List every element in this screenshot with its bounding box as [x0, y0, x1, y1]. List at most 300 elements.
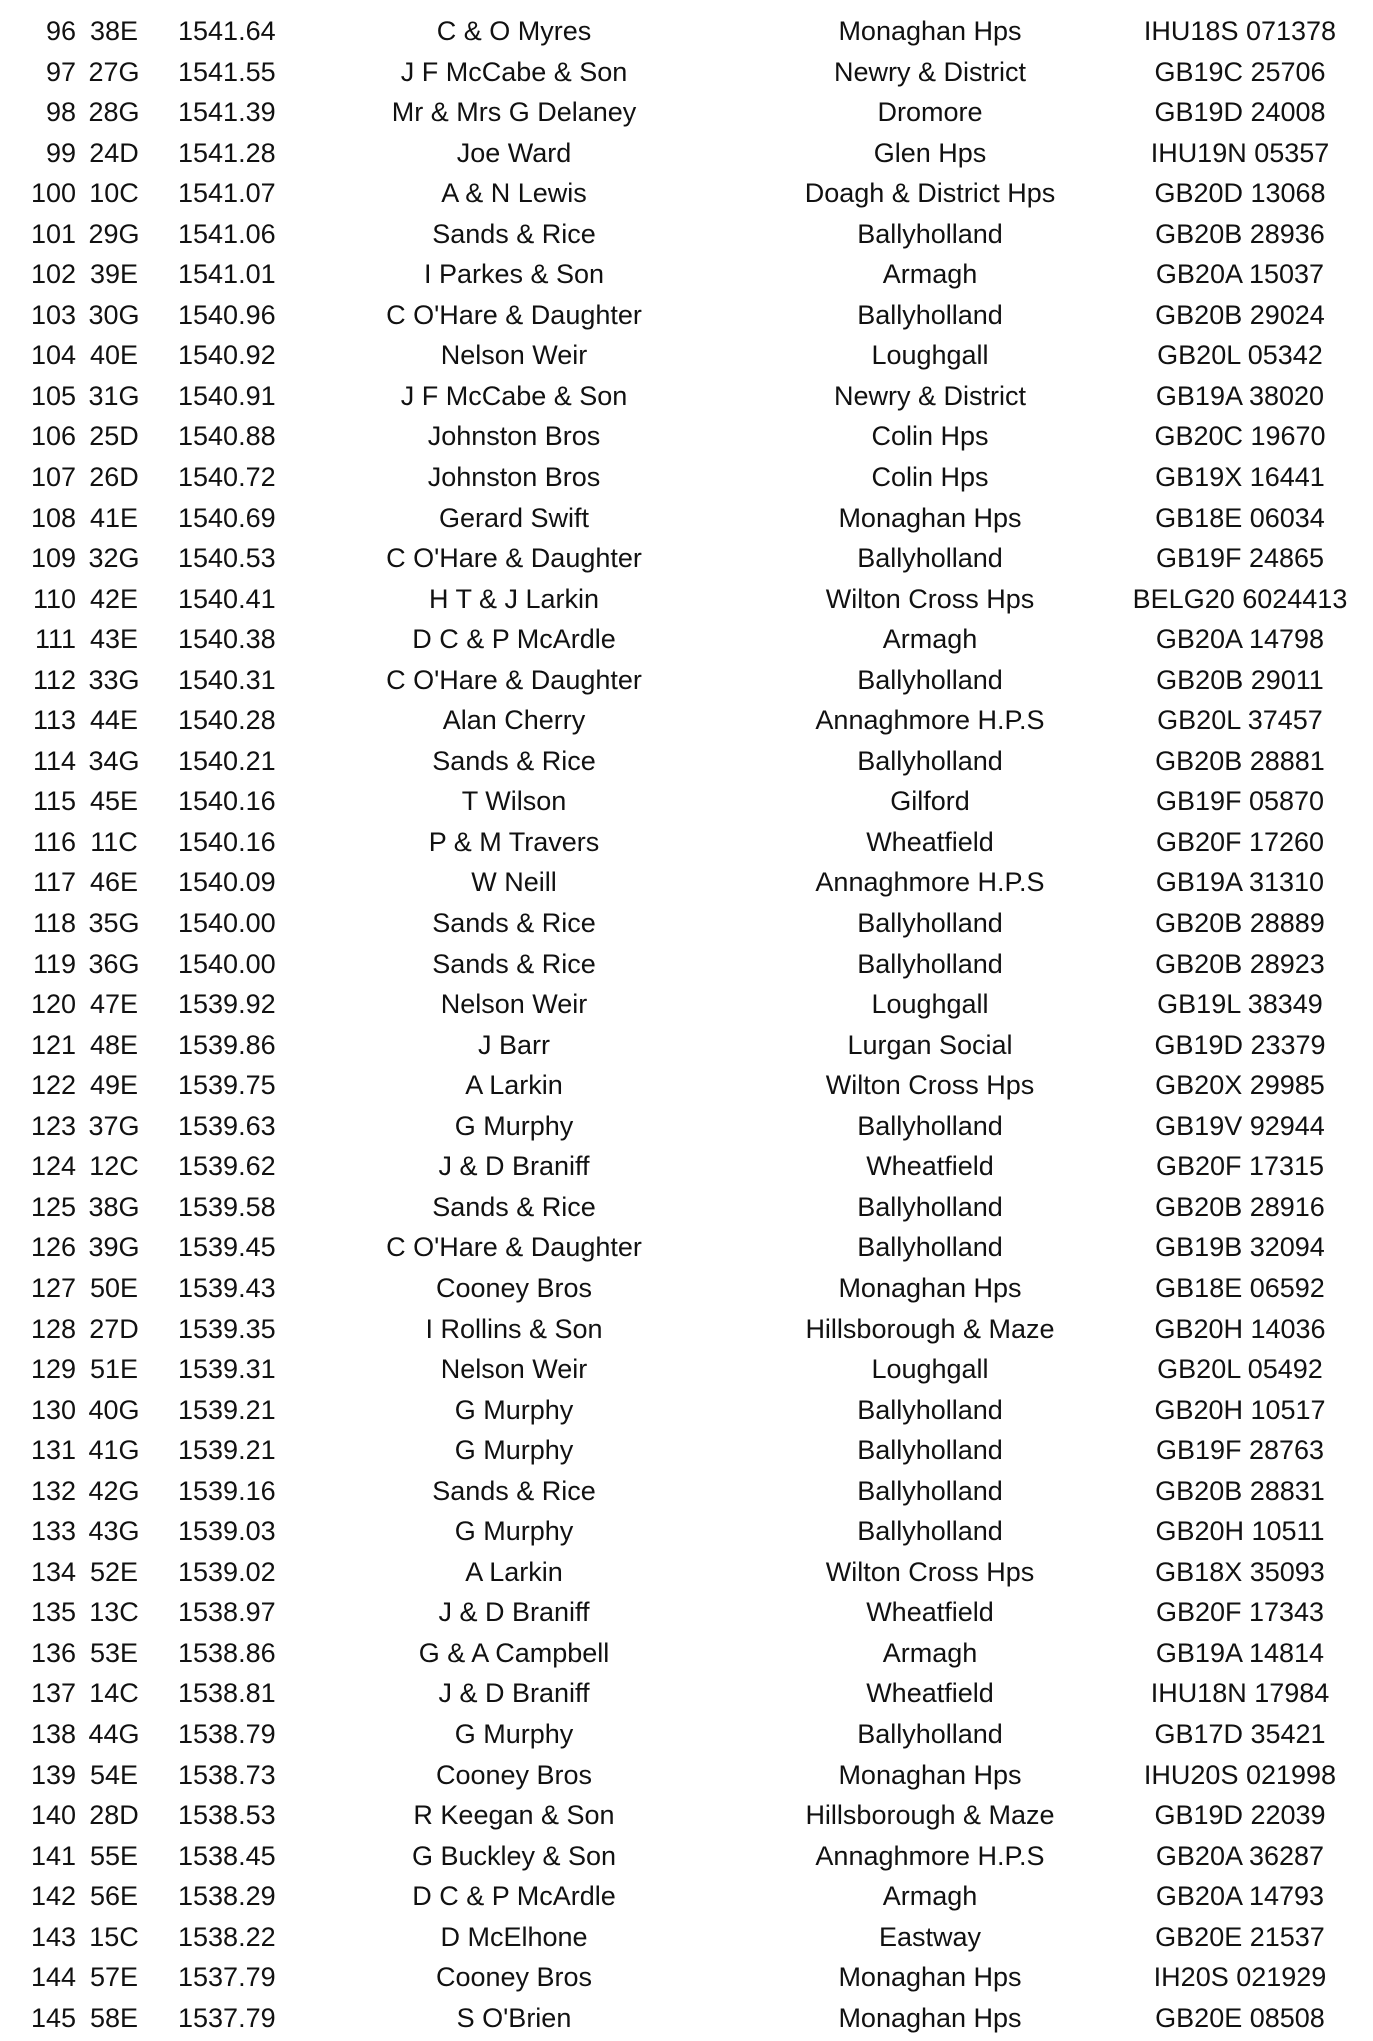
club-cell: Loughgall — [871, 1354, 989, 1385]
position-cell: 145 — [30, 2002, 76, 2033]
position-cell: 97 — [45, 56, 76, 87]
table-row — [0, 457, 1373, 498]
name-cell: J & D Braniff — [438, 1151, 590, 1182]
velocity-cell: 1539.03 — [178, 1516, 276, 1547]
position-cell: 109 — [30, 543, 76, 574]
ring-number-cell: GB20B 28881 — [1155, 745, 1325, 776]
position-cell: 102 — [30, 259, 76, 290]
pen-cell: 12C — [89, 1151, 139, 1182]
position-cell: 115 — [32, 786, 76, 817]
club-cell: Ballyholland — [857, 543, 1003, 574]
position-cell: 99 — [45, 137, 76, 168]
velocity-cell: 1539.43 — [178, 1272, 276, 1303]
velocity-cell: 1539.16 — [178, 1475, 276, 1506]
velocity-cell: 1538.81 — [178, 1678, 276, 1709]
name-cell: Johnston Bros — [427, 462, 601, 493]
ring-number-cell: IHU20S 021998 — [1143, 1759, 1337, 1790]
club-cell: Monaghan Hps — [838, 1272, 1022, 1303]
name-cell: C O'Hare & Daughter — [386, 1232, 642, 1263]
velocity-cell: 1541.06 — [178, 218, 276, 249]
name-cell: D McElhone — [440, 1921, 588, 1952]
name-cell: D C & P McArdle — [412, 624, 616, 655]
pen-cell: 24D — [89, 137, 139, 168]
position-cell: 144 — [30, 1962, 76, 1993]
pen-cell: 43G — [88, 1516, 140, 1547]
position-cell: 122 — [30, 1070, 76, 1101]
velocity-cell: 1539.86 — [178, 1029, 276, 1060]
pen-cell: 15C — [89, 1921, 139, 1952]
ring-number-cell: GB19F 28763 — [1155, 1435, 1325, 1466]
position-cell: 107 — [30, 462, 76, 493]
ring-number-cell: GB19F 05870 — [1155, 786, 1325, 817]
velocity-cell: 1540.91 — [178, 380, 276, 411]
velocity-cell: 1540.16 — [178, 786, 276, 817]
name-cell: G Murphy — [454, 1110, 574, 1141]
position-cell: 104 — [30, 340, 76, 371]
name-cell: A & N Lewis — [441, 178, 587, 209]
pen-cell: 36G — [88, 948, 140, 979]
club-cell: Monaghan Hps — [838, 502, 1022, 533]
velocity-cell: 1539.02 — [178, 1556, 276, 1587]
position-cell: 114 — [32, 745, 76, 776]
pen-cell: 42E — [89, 583, 139, 614]
position-cell: 111 — [34, 624, 76, 655]
name-cell: Sands & Rice — [432, 218, 596, 249]
position-cell: 129 — [30, 1354, 76, 1385]
table-row — [0, 741, 1373, 782]
name-cell: Sands & Rice — [432, 1475, 596, 1506]
pen-cell: 42G — [88, 1475, 140, 1506]
velocity-cell: 1540.72 — [178, 462, 276, 493]
velocity-cell: 1539.62 — [178, 1151, 276, 1182]
table-row — [0, 1309, 1373, 1350]
name-cell: Nelson Weir — [440, 1354, 588, 1385]
table-row — [0, 1390, 1373, 1431]
table-row — [0, 173, 1373, 214]
pen-cell: 50E — [89, 1272, 139, 1303]
pen-cell: 14C — [89, 1678, 139, 1709]
name-cell: I Rollins & Son — [425, 1313, 603, 1344]
pen-cell: 27G — [88, 56, 140, 87]
club-cell: Newry & District — [833, 56, 1026, 87]
club-cell: Lurgan Social — [847, 1029, 1013, 1060]
position-cell: 103 — [30, 299, 76, 330]
velocity-cell: 1539.63 — [178, 1110, 276, 1141]
ring-number-cell: GB20L 37457 — [1157, 705, 1323, 736]
ring-number-cell: IHU18N 17984 — [1150, 1678, 1330, 1709]
table-row — [0, 1876, 1373, 1917]
position-cell: 137 — [30, 1678, 76, 1709]
club-cell: Ballyholland — [857, 1475, 1003, 1506]
pen-cell: 32G — [88, 543, 140, 574]
name-cell: J Barr — [477, 1029, 550, 1060]
name-cell: S O'Brien — [456, 2002, 572, 2033]
ring-number-cell: GB20B 28923 — [1155, 948, 1325, 979]
ring-number-cell: GB19V 92944 — [1155, 1110, 1325, 1141]
club-cell: Annaghmore H.P.S — [815, 1840, 1045, 1871]
ring-number-cell: GB20B 28916 — [1155, 1191, 1325, 1222]
pen-cell: 44E — [89, 705, 139, 736]
ring-number-cell: GB20L 05492 — [1157, 1354, 1323, 1385]
name-cell: Sands & Rice — [432, 745, 596, 776]
table-row — [0, 1795, 1373, 1836]
pen-cell: 33G — [88, 664, 140, 695]
position-cell: 96 — [45, 16, 76, 46]
velocity-cell: 1540.00 — [178, 948, 276, 979]
club-cell: Ballyholland — [857, 1191, 1003, 1222]
table-row — [0, 498, 1373, 539]
club-cell: Armagh — [882, 1637, 978, 1668]
position-cell: 130 — [30, 1394, 76, 1425]
club-cell: Wilton Cross Hps — [825, 1556, 1035, 1587]
name-cell: C O'Hare & Daughter — [386, 664, 642, 695]
name-cell: J & D Braniff — [438, 1678, 590, 1709]
position-cell: 119 — [32, 948, 76, 979]
position-cell: 127 — [30, 1272, 76, 1303]
position-cell: 110 — [32, 583, 76, 614]
table-row — [0, 376, 1373, 417]
table-row — [0, 700, 1373, 741]
club-cell: Loughgall — [871, 989, 989, 1020]
table-row — [0, 1592, 1373, 1633]
club-cell: Monaghan Hps — [838, 1962, 1022, 1993]
table-row — [0, 214, 1373, 255]
ring-number-cell: IH20S 021929 — [1153, 1962, 1327, 1993]
club-cell: Doagh & District Hps — [804, 178, 1056, 209]
table-row — [0, 1511, 1373, 1552]
position-cell: 118 — [32, 908, 76, 939]
table-row — [0, 1187, 1373, 1228]
ring-number-cell: GB20H 14036 — [1154, 1313, 1326, 1344]
ring-number-cell: GB19A 38020 — [1155, 380, 1325, 411]
table-row — [0, 254, 1373, 295]
pen-cell: 28D — [89, 1800, 139, 1831]
position-cell: 143 — [30, 1921, 76, 1952]
position-cell: 132 — [30, 1475, 76, 1506]
table-row — [0, 660, 1373, 701]
ring-number-cell: GB19L 38349 — [1157, 989, 1323, 1020]
table-row — [0, 619, 1373, 660]
club-cell: Wheatfield — [866, 1597, 994, 1628]
position-cell: 142 — [30, 1881, 76, 1912]
table-row — [0, 781, 1373, 822]
position-cell: 112 — [32, 664, 76, 695]
pen-cell: 13C — [89, 1597, 139, 1628]
pen-cell: 41G — [88, 1435, 140, 1466]
velocity-cell: 1540.21 — [178, 745, 276, 776]
ring-number-cell: GB19D 24008 — [1154, 97, 1326, 128]
club-cell: Wilton Cross Hps — [825, 583, 1035, 614]
velocity-cell: 1538.53 — [178, 1800, 276, 1831]
name-cell: J & D Braniff — [438, 1597, 590, 1628]
name-cell: Johnston Bros — [427, 421, 601, 452]
position-cell: 117 — [32, 867, 76, 898]
position-cell: 134 — [30, 1556, 76, 1587]
name-cell: Sands & Rice — [432, 948, 596, 979]
table-row — [0, 1430, 1373, 1471]
pen-cell: 41E — [89, 502, 139, 533]
pen-cell: 35G — [88, 908, 140, 939]
table-row — [0, 1836, 1373, 1877]
club-cell: Monaghan Hps — [838, 16, 1022, 46]
pen-cell: 38G — [88, 1191, 140, 1222]
club-cell: Wilton Cross Hps — [825, 1070, 1035, 1101]
ring-number-cell: GB20H 10511 — [1155, 1516, 1325, 1547]
pen-cell: 55E — [89, 1840, 139, 1871]
ring-number-cell: GB20B 28936 — [1155, 218, 1325, 249]
pen-cell: 47E — [89, 989, 139, 1020]
club-cell: Dromore — [877, 97, 983, 128]
ring-number-cell: GB19D 22039 — [1154, 1800, 1326, 1831]
pen-cell: 39E — [89, 259, 139, 290]
name-cell: W Neill — [471, 867, 557, 898]
club-cell: Glen Hps — [873, 137, 987, 168]
club-cell: Ballyholland — [857, 664, 1003, 695]
ring-number-cell: GB20C 19670 — [1154, 421, 1326, 452]
velocity-cell: 1540.88 — [178, 421, 276, 452]
ring-number-cell: GB20A 14798 — [1155, 624, 1325, 655]
name-cell: Nelson Weir — [440, 989, 588, 1020]
ring-number-cell: GB20B 29024 — [1155, 299, 1325, 330]
ring-number-cell: GB19F 24865 — [1155, 543, 1325, 574]
table-row — [0, 984, 1373, 1025]
velocity-cell: 1538.22 — [178, 1921, 276, 1952]
position-cell: 140 — [30, 1800, 76, 1831]
club-cell: Monaghan Hps — [838, 1759, 1022, 1790]
pen-cell: 31G — [88, 380, 140, 411]
position-cell: 133 — [30, 1516, 76, 1547]
name-cell: P & M Travers — [428, 826, 600, 857]
pen-cell: 37G — [88, 1110, 140, 1141]
ring-number-cell: GB20A 14793 — [1155, 1881, 1325, 1912]
velocity-cell: 1539.58 — [178, 1191, 276, 1222]
position-cell: 105 — [30, 380, 76, 411]
name-cell: Cooney Bros — [435, 1962, 593, 1993]
ring-number-cell: GB20A 36287 — [1155, 1840, 1325, 1871]
pen-cell: 29G — [88, 218, 140, 249]
club-cell: Ballyholland — [857, 1718, 1003, 1749]
pen-cell: 11C — [90, 826, 138, 857]
club-cell: Ballyholland — [857, 1516, 1003, 1547]
table-row — [0, 1065, 1373, 1106]
position-cell: 100 — [30, 178, 76, 209]
position-cell: 131 — [30, 1435, 76, 1466]
velocity-cell: 1539.45 — [178, 1232, 276, 1263]
table-row — [0, 822, 1373, 863]
club-cell: Eastway — [878, 1921, 982, 1952]
pen-cell: 30G — [88, 299, 140, 330]
ring-number-cell: GB19X 16441 — [1155, 462, 1325, 493]
velocity-cell: 1538.79 — [178, 1718, 276, 1749]
club-cell: Ballyholland — [857, 908, 1003, 939]
velocity-cell: 1539.21 — [178, 1435, 276, 1466]
name-cell: I Parkes & Son — [423, 259, 605, 290]
velocity-cell: 1539.21 — [178, 1394, 276, 1425]
table-row — [0, 1552, 1373, 1593]
club-cell: Hillsborough & Maze — [805, 1313, 1055, 1344]
position-cell: 121 — [30, 1029, 76, 1060]
name-cell: Cooney Bros — [435, 1272, 593, 1303]
club-cell: Loughgall — [871, 340, 989, 371]
table-row — [0, 92, 1373, 133]
position-cell: 113 — [32, 705, 76, 736]
name-cell: J F McCabe & Son — [400, 380, 628, 411]
ring-number-cell: GB20F 17343 — [1155, 1597, 1325, 1628]
position-cell: 125 — [30, 1191, 76, 1222]
table-row — [0, 1998, 1373, 2039]
pen-cell: 10C — [89, 178, 139, 209]
table-row — [0, 1633, 1373, 1674]
pen-cell: 40E — [89, 340, 139, 371]
table-row — [0, 538, 1373, 579]
pen-cell: 28G — [88, 97, 140, 128]
name-cell: G Buckley & Son — [411, 1840, 617, 1871]
club-cell: Monaghan Hps — [838, 2002, 1022, 2033]
table-row — [0, 1673, 1373, 1714]
club-cell: Ballyholland — [857, 218, 1003, 249]
velocity-cell: 1540.38 — [178, 624, 276, 655]
name-cell: D C & P McArdle — [412, 1881, 616, 1912]
table-row — [0, 1755, 1373, 1796]
pen-cell: 46E — [89, 867, 139, 898]
pen-cell: 51E — [89, 1354, 139, 1385]
table-row — [0, 1227, 1373, 1268]
club-cell: Ballyholland — [857, 299, 1003, 330]
name-cell: G & A Campbell — [418, 1637, 610, 1668]
velocity-cell: 1540.53 — [178, 543, 276, 574]
ring-number-cell: BELG20 6024413 — [1132, 583, 1348, 614]
club-cell: Armagh — [882, 259, 978, 290]
position-cell: 123 — [30, 1110, 76, 1141]
table-row — [0, 1471, 1373, 1512]
position-cell: 135 — [30, 1597, 76, 1628]
table-row — [0, 1025, 1373, 1066]
velocity-cell: 1541.39 — [178, 97, 276, 128]
name-cell: G Murphy — [454, 1435, 574, 1466]
pen-cell: 54E — [89, 1759, 139, 1790]
ring-number-cell: GB18E 06034 — [1155, 502, 1325, 533]
table-row — [0, 1268, 1373, 1309]
velocity-cell: 1540.69 — [178, 502, 276, 533]
club-cell: Colin Hps — [871, 462, 989, 493]
position-cell: 101 — [30, 218, 76, 249]
pen-cell: 48E — [89, 1029, 139, 1060]
club-cell: Ballyholland — [857, 1394, 1003, 1425]
table-row — [0, 1714, 1373, 1755]
results-table — [0, 11, 1373, 2038]
position-cell: 108 — [30, 502, 76, 533]
position-cell: 120 — [30, 989, 76, 1020]
pen-cell: 43E — [89, 624, 139, 655]
pen-cell: 49E — [89, 1070, 139, 1101]
ring-number-cell: GB19D 23379 — [1154, 1029, 1326, 1060]
velocity-cell: 1540.09 — [178, 867, 276, 898]
velocity-cell: 1538.73 — [178, 1759, 276, 1790]
ring-number-cell: GB20L 05342 — [1157, 340, 1323, 371]
velocity-cell: 1541.07 — [178, 178, 276, 209]
table-row — [0, 1917, 1373, 1958]
name-cell: G Murphy — [454, 1394, 574, 1425]
club-cell: Newry & District — [833, 380, 1026, 411]
velocity-cell: 1540.92 — [178, 340, 276, 371]
position-cell: 124 — [30, 1151, 76, 1182]
name-cell: Alan Cherry — [442, 705, 586, 736]
ring-number-cell: GB20H 10517 — [1154, 1394, 1326, 1425]
velocity-cell: 1538.29 — [178, 1881, 276, 1912]
ring-number-cell: GB20X 29985 — [1155, 1070, 1325, 1101]
velocity-cell: 1539.31 — [178, 1354, 276, 1385]
club-cell: Armagh — [882, 1881, 978, 1912]
ring-number-cell: IHU19N 05357 — [1150, 137, 1330, 168]
ring-number-cell: GB20F 17315 — [1155, 1151, 1325, 1182]
club-cell: Ballyholland — [857, 1110, 1003, 1141]
ring-number-cell: GB20E 21537 — [1155, 1921, 1325, 1952]
table-row — [0, 903, 1373, 944]
name-cell: A Larkin — [465, 1070, 563, 1101]
pen-cell: 26D — [89, 462, 139, 493]
ring-number-cell: GB17D 35421 — [1154, 1718, 1326, 1749]
name-cell: Joe Ward — [456, 137, 572, 168]
table-row — [0, 295, 1373, 336]
pen-cell: 40G — [88, 1394, 140, 1425]
pen-cell: 52E — [89, 1556, 139, 1587]
table-row — [0, 52, 1373, 93]
velocity-cell: 1540.96 — [178, 299, 276, 330]
ring-number-cell: GB20A 15037 — [1155, 259, 1325, 290]
name-cell: Gerard Swift — [438, 502, 590, 533]
name-cell: C O'Hare & Daughter — [386, 543, 642, 574]
velocity-cell: 1537.79 — [178, 1962, 276, 1993]
velocity-cell: 1541.55 — [178, 56, 276, 87]
table-row — [0, 335, 1373, 376]
club-cell: Hillsborough & Maze — [805, 1800, 1055, 1831]
ring-number-cell: GB20D 13068 — [1154, 178, 1326, 209]
club-cell: Wheatfield — [866, 826, 994, 857]
pen-cell: 39G — [88, 1232, 140, 1263]
name-cell: G Murphy — [454, 1718, 574, 1749]
velocity-cell: 1541.64 — [178, 16, 276, 46]
velocity-cell: 1539.75 — [178, 1070, 276, 1101]
ring-number-cell: GB19A 14814 — [1155, 1637, 1325, 1668]
table-row — [0, 944, 1373, 985]
ring-number-cell: GB20B 28889 — [1155, 908, 1325, 939]
velocity-cell: 1538.45 — [178, 1840, 276, 1871]
position-cell: 138 — [30, 1718, 76, 1749]
name-cell: J F McCabe & Son — [400, 56, 628, 87]
pen-cell: 27D — [89, 1313, 139, 1344]
velocity-cell: 1539.92 — [178, 989, 276, 1020]
ring-number-cell: GB18X 35093 — [1155, 1556, 1325, 1587]
position-cell: 116 — [32, 826, 76, 857]
velocity-cell: 1537.79 — [178, 2002, 276, 2033]
table-row — [0, 579, 1373, 620]
club-cell: Ballyholland — [857, 948, 1003, 979]
velocity-cell: 1539.35 — [178, 1313, 276, 1344]
club-cell: Annaghmore H.P.S — [815, 867, 1045, 898]
velocity-cell: 1540.31 — [178, 664, 276, 695]
velocity-cell: 1540.16 — [178, 826, 276, 857]
ring-number-cell: GB20B 29011 — [1156, 664, 1324, 695]
ring-number-cell: GB19A 31310 — [1155, 867, 1325, 898]
table-row — [0, 862, 1373, 903]
name-cell: Cooney Bros — [435, 1759, 593, 1790]
velocity-cell: 1541.28 — [178, 137, 276, 168]
club-cell: Ballyholland — [857, 745, 1003, 776]
pen-cell: 34G — [88, 745, 140, 776]
name-cell: Mr & Mrs G Delaney — [391, 97, 637, 128]
club-cell: Wheatfield — [866, 1151, 994, 1182]
position-cell: 126 — [30, 1232, 76, 1263]
